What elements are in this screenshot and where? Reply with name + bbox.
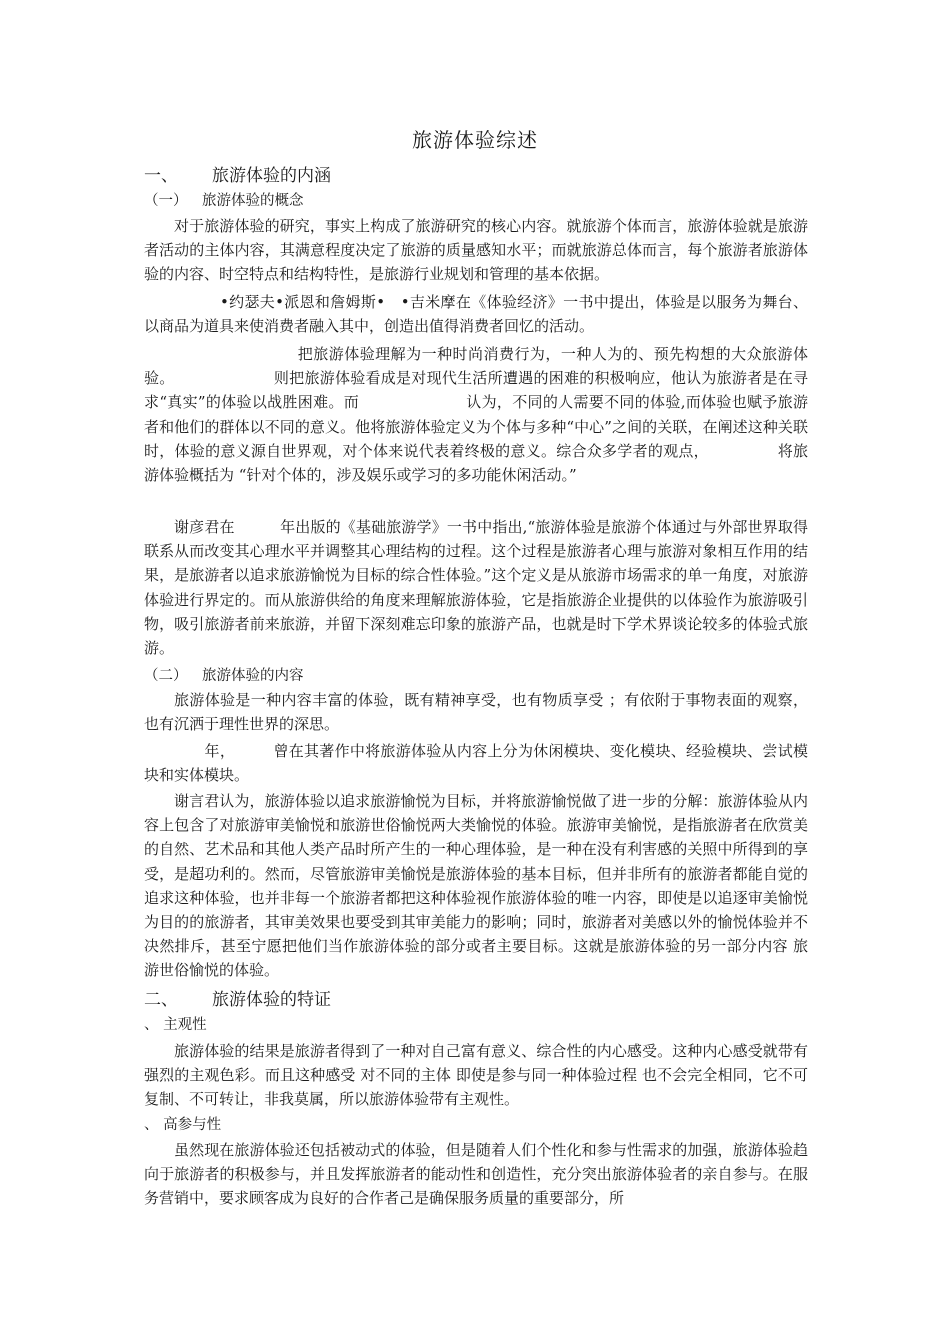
paragraph-content-1: 旅游体验是一种内容丰富的体验，既有精神享受，也有物质享受 ；有依附于事物表面的观察，也有沉洒于理性世界的深思。 xyxy=(144,691,808,734)
paragraph-participation: 虽然现在旅游体验还包括被动式的体验，但是随着人们个性化和参与性需求的加强，旅游体验趋向于旅游者的积极参与，并且发挥旅游者的能动性和创造性，充分突出旅游体验者的亲自参与。在服务营销中，要求顾客成为良好的合作者己是确保服务质量的重要部分，所 xyxy=(144,1141,808,1208)
subsection-1-heading xyxy=(144,189,808,213)
paragraph-concept-2: •约瑟夫•派恩和詹姆斯• •吉米摩在《体验经济》一书中提出，体验是以服务为舞台、以商品为道具来使消费者融入其中，创造出值得消费者回忆的活动。 xyxy=(144,293,808,336)
paragraph-subjectivity: 旅游体验的结果是旅游者得到了一种对自己富有意义、综合性的内心感受。这种内心感受就带有强烈的主观色彩。而且这种感受 对不同的主体 即使是参与同一种体验过程 也不会完全相同，它不可复制、不可转让，非我莫属，所以旅游体验带有主观性。 xyxy=(144,1042,808,1109)
section-1-title: 旅游体验的内涵 xyxy=(212,166,331,186)
paragraph-concept-3: 把旅游体验理解为一种时尚消费行为，一种人为的、预先构想的大众旅游体验。 则把旅游体验看成是对现代生活所遭遇的困难的积极响应，他认为旅游者是在寻求“真实”的体验以战胜困难。而 认为，不同的人需要不同的体验,而体验也赋予旅游者和他们的群体以不同的意义。他将旅游体验定义为个体与多种“中心”之间的关联，在阐述这种关联时，体验的意义源自世界观，对个体来说代表着终极的意义。综合众多学者的观点， 将旅游体验概括为 “针对个体的，涉及娱乐或学习的多功能休闲活动。” xyxy=(144,345,808,485)
item-subjectivity-heading: 、 主观性 xyxy=(144,1017,207,1033)
subsection-2-title: 旅游体验的内容 xyxy=(202,668,304,684)
section-1-heading xyxy=(144,163,808,189)
section-1-number: 一、 xyxy=(144,166,178,186)
subsection-1-title: 旅游体验的概念 xyxy=(202,193,304,209)
section-2-heading xyxy=(144,987,808,1013)
section-2-title: 旅游体验的特证 xyxy=(212,990,331,1010)
subsection-2-heading xyxy=(144,664,808,688)
paragraph-concept-1: 对于旅游体验的研究，事实上构成了旅游研究的核心内容。就旅游个体而言，旅游体验就是旅游者活动的主体内容，其满意程度决定了旅游的质量感知水平；而就旅游总体而言，每个旅游者旅游体验的内容、时空特点和结构特性，是旅游行业规划和管理的基本依据。 xyxy=(144,217,808,284)
paragraph-concept-4: 谢彦君在 年出版的《基础旅游学》一书中指出,“旅游体验是旅游个体通过与外部世界取得联系从而改变其心理水平并调整其心理结构的过程。这个过程是旅游者心理与旅游对象相互作用的结果，是旅游者以追求旅游愉悦为目标的综合性体验。”这个定义是从旅游市场需求的单一角度，对旅游体验进行界定的。而从旅游供给的角度来理解旅游体验，它是指旅游企业提供的以体验作为旅游吸引物，吸引旅游者前来旅游，并留下深刻难忘印象的旅游产品，也就是时下学术界谈论较多的体验式旅游。 xyxy=(144,518,808,658)
document-title: 旅游体验综述 xyxy=(412,128,538,152)
paragraph-content-3: 谢言君认为，旅游体验以追求旅游愉悦为目标，并将旅游愉悦做了进一步的分解：旅游体验从内容上包含了对旅游审美愉悦和旅游世俗愉悦两大类愉悦的体验。旅游审美愉悦，是指旅游者在欣赏美的自然、艺术品和其他人类产品时所产生的一种心理体验，是一种在没有利害感的关照中所得到的享受，是超功利的。然而，尽管旅游审美愉悦是旅游体验的基本目标，但并非所有的旅游者都能自觉的追求这种体验，也并非每一个旅游者都把这种体验视作旅游体验的唯一内容，即使是以追逐审美愉悦为目的的旅游者，其审美效果也要受到其审美能力的影响；同时，旅游者对美感以外的愉悦体验并不决然排斥，甚至宁愿把他们当作旅游体验的部分或者主要目标。这就是旅游体验的另一部分内容 旅游世俗愉悦的体验。 xyxy=(144,792,808,980)
paragraph-content-2: 年， 曾在其著作中将旅游体验从内容上分为休闲模块、变化模块、经验模块、尝试模块和实体模块。 xyxy=(144,742,808,785)
subsection-1-number: （一） xyxy=(144,193,188,209)
subsection-2-number: （二） xyxy=(144,668,188,684)
section-2-number: 二、 xyxy=(144,990,178,1010)
item-participation-heading: 、 高参与性 xyxy=(144,1117,222,1133)
